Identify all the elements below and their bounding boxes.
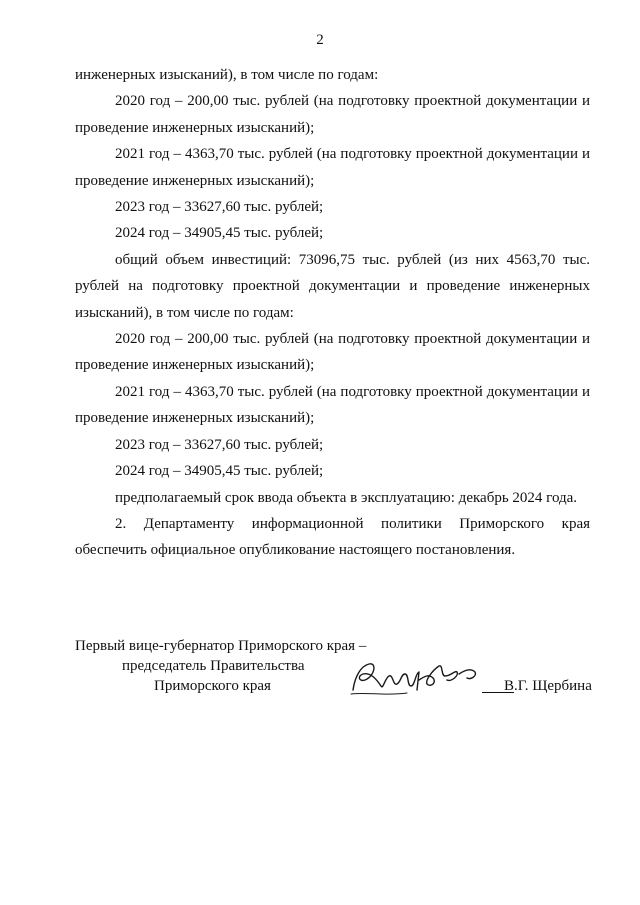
paragraph-6: общий объем инвестиций: 73096,75 тыс. рублей (из них 4563,70 тыс. рублей на подготовку проектной документации и проведение инженерных изысканий), в том числе по годам: [75,251,590,321]
paragraph-2: 2020 год – 200,00 тыс. рублей (на подготовку проектной документации и проведение инженерных изысканий); [75,93,590,136]
handwritten-signature [347,656,497,702]
paragraph-5: 2024 год – 34905,45 тыс. рублей; [115,225,324,242]
paragraph-1: инженерных изысканий), в том числе по годам: [75,67,379,83]
paragraph-7: 2020 год – 200,00 тыс. рублей (на подготовку проектной документации и проведение инженерных изысканий); [75,331,590,374]
paragraph-8: 2021 год – 4363,70 тыс. рублей (на подготовку проектной документации и проведение инженерных изысканий); [75,383,590,427]
page-number: 2 [316,32,324,48]
paragraph-12: 2. Департаменту информационной политики Приморского края обеспечить официальное опубликование настоящего постановления. [75,515,590,559]
paragraph-3: 2021 год – 4363,70 тыс. рублей (на подготовку проектной документации и проведение инженерных изысканий); [75,146,590,189]
signatory-name: В.Г. Щербина [504,678,592,694]
signatory-title-line2: председатель Правительства [122,658,305,674]
paragraph-10: 2024 год – 34905,45 тыс. рублей; [115,463,324,480]
signatory-title-line3: Приморского края [154,678,271,694]
paragraph-4: 2023 год – 33627,60 тыс. рублей; [115,199,324,216]
paragraph-9: 2023 год – 33627,60 тыс. рублей; [115,436,324,453]
document-body [75,62,590,564]
signatory-title-line1: Первый вице-губернатор Приморского края – [75,638,367,654]
signature-block [75,636,595,706]
paragraph-11: предполагаемый срок ввода объекта в эксплуатацию: декабрь 2024 года. [115,489,578,506]
